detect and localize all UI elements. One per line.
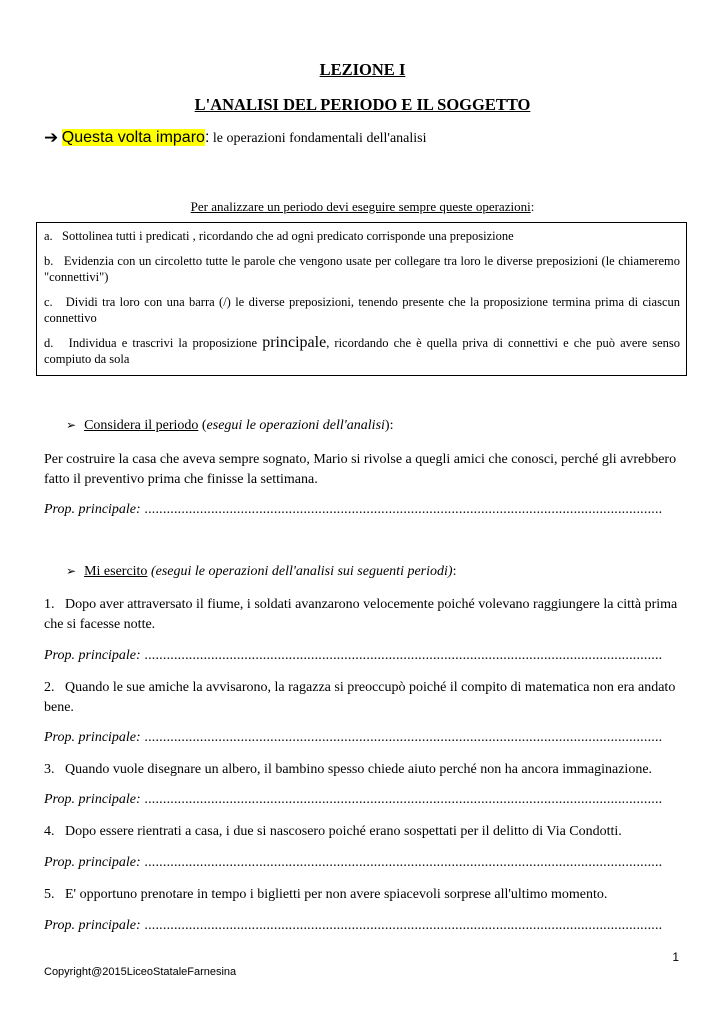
operation-step-b: b. Evidenzia con un circoletto tutte le parole che vengono usate per collegare tra loro le diverse preposizioni (le chiameremo "connettivi") [44, 254, 680, 284]
answer-line-example [44, 502, 684, 518]
answer-line-3 [44, 792, 684, 808]
prop-label: Prop. principale: [44, 855, 141, 870]
prop-label: Prop. principale: [44, 918, 141, 933]
lesson-title: LEZIONE I [319, 60, 406, 79]
prop-label: Prop. principale: [44, 502, 141, 517]
exercise-item-2: 2. Quando le sue amiche la avvisarono, la ragazza si preoccupò poiché il compito di matematica non era andato bene. [44, 680, 676, 715]
prop-label: Prop. principale: [44, 648, 141, 663]
lesson-subtitle: L'ANALISI DEL PERIODO E IL SOGGETTO [194, 95, 531, 114]
learning-goal-colon: : [204, 129, 210, 146]
operation-step-d-post: , ricordando che è quella priva di connettivi e che può avere senso compiuto da sola [44, 336, 681, 366]
example-section-heading [66, 418, 393, 434]
prop-label: Prop. principale: [44, 730, 141, 745]
operations-heading [0, 199, 725, 215]
operation-step-d-emphasis: principale [262, 334, 327, 351]
example-instruction-close: ): [384, 418, 394, 433]
example-sentence: Per costruire la casa che aveva sempre sognato, Mario si rivolse a quegli amici che conosci, perché gli avrebbero fatto il preventivo prima che finisse la settimana. [44, 452, 677, 487]
answer-dots: ............................................................................................................................................ [140, 855, 663, 870]
operation-step-a: a. Sottolinea tutti i predicati , ricordando che ad ogni predicato corrisponde una preposizione [44, 229, 514, 243]
arrowhead-bullet-icon: ➢ [66, 418, 77, 432]
exercise-item-5: 5. E' opportuno prenotare in tempo i biglietti per non avere spiacevoli sorprese all'ultimo momento. [44, 887, 608, 902]
learning-goal [44, 128, 427, 148]
answer-dots: ............................................................................................................................................ [140, 648, 663, 663]
exercise-section-heading [66, 564, 456, 580]
example-label: Considera il periodo [84, 418, 199, 433]
answer-dots: ............................................................................................................................................ [140, 918, 663, 933]
prop-label: Prop. principale: [44, 792, 141, 807]
answer-dots: ............................................................................................................................................ [140, 730, 663, 745]
operation-step-d [44, 335, 680, 367]
answer-line-1 [44, 648, 684, 664]
example-instruction: esegui le operazioni dell'analisi [206, 418, 385, 433]
learning-goal-highlight: Questa volta imparo [61, 129, 205, 146]
arrowhead-bullet-icon: ➢ [66, 564, 77, 578]
operations-box [36, 222, 687, 376]
answer-line-2 [44, 730, 684, 746]
answer-dots: ............................................................................................................................................ [140, 502, 663, 517]
operations-heading-colon: : [530, 199, 535, 214]
arrow-right-icon: ➔ [44, 128, 59, 148]
operation-step-c: c. Dividi tra loro con una barra (/) le diverse preposizioni, tenendo presente che la proposizione termina prima di ciascun connettivo [44, 295, 680, 325]
exercise-instruction-end: : [452, 564, 457, 579]
learning-goal-text: le operazioni fondamentali dell'analisi [209, 131, 427, 146]
exercise-item-3: 3. Quando vuole disegnare un albero, il bambino spesso chiede aiuto perché non ha ancora immaginazione. [44, 762, 653, 777]
example-instruction-open: ( [198, 418, 207, 433]
answer-dots: ............................................................................................................................................ [140, 792, 663, 807]
exercise-instruction: (esegui le operazioni dell'analisi sui seguenti periodi) [147, 564, 453, 579]
operations-heading-text: Per analizzare un periodo devi eseguire sempre queste operazioni [190, 199, 531, 214]
answer-line-5 [44, 918, 684, 934]
operation-step-d-pre: d. Individua e trascrivi la proposizione [44, 336, 263, 350]
exercise-label: Mi esercito [84, 564, 148, 579]
exercise-item-4: 4. Dopo essere rientrati a casa, i due si nascosero poiché erano sospettati per il delitto di Via Condotti. [44, 824, 622, 839]
page-number: 1 [672, 950, 679, 964]
exercise-item-1: 1. Dopo aver attraversato il fiume, i soldati avanzarono velocemente poiché volevano raggiungere la città prima che si facesse notte. [44, 597, 678, 632]
answer-line-4 [44, 855, 684, 871]
copyright-footer: Copyright@2015LiceoStataleFarnesina [44, 966, 237, 978]
